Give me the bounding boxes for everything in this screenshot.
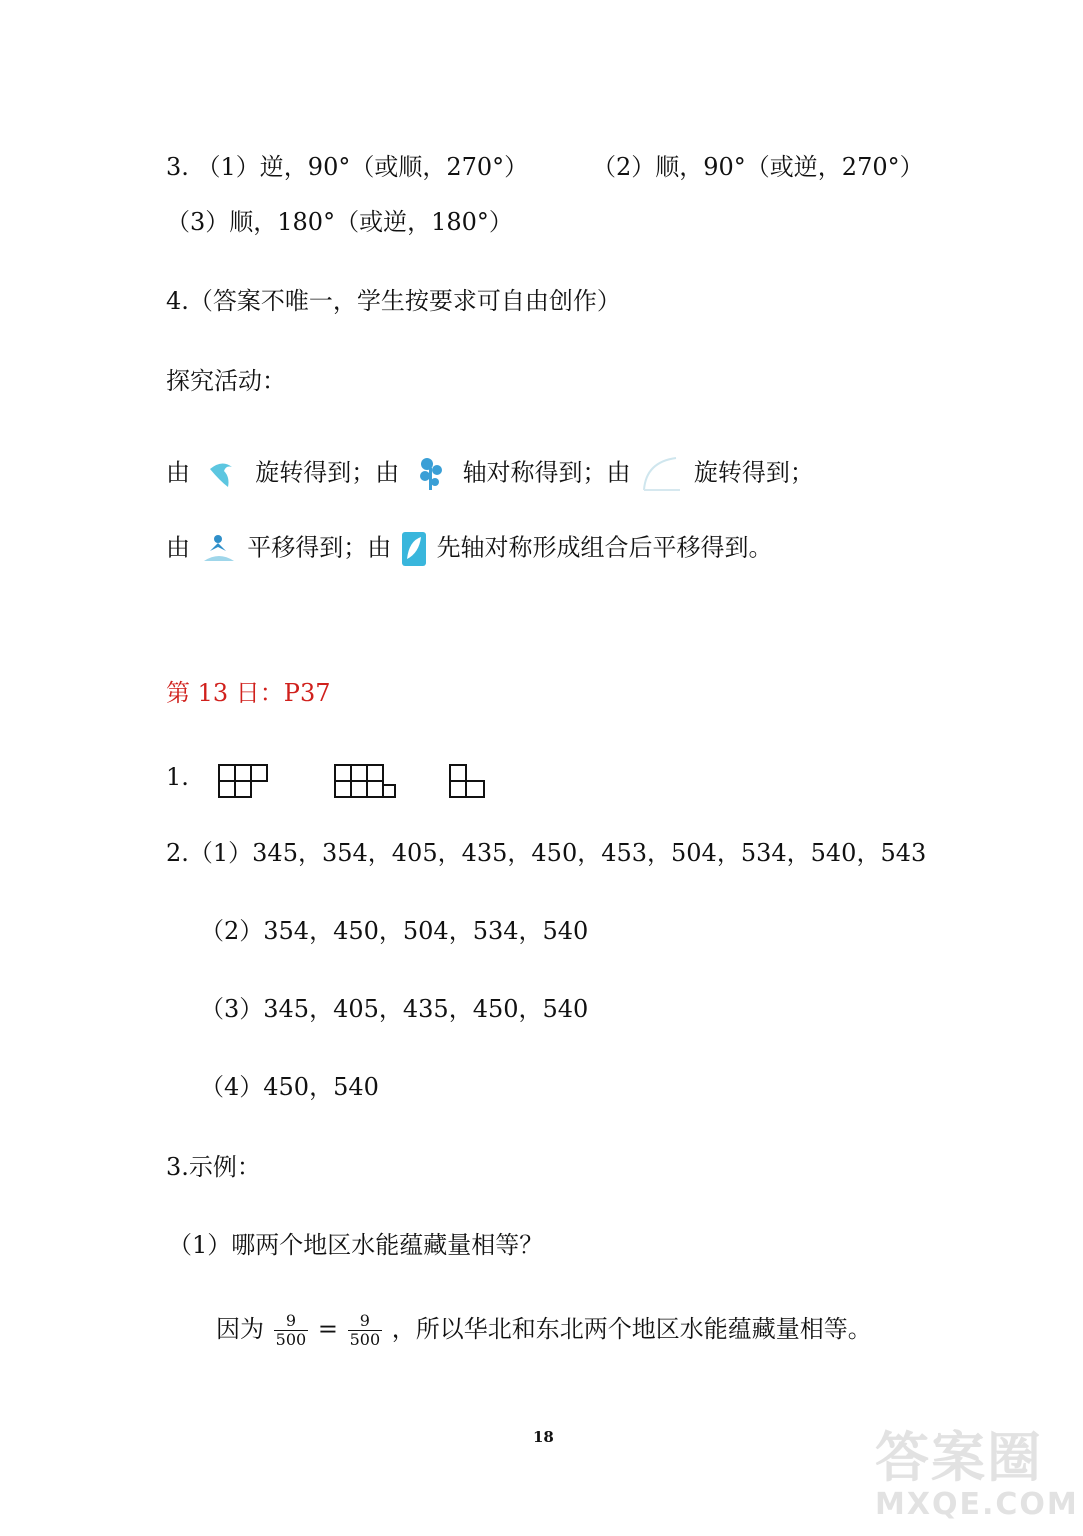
fraction-right	[348, 1312, 383, 1349]
watermark	[875, 1426, 1079, 1528]
grid-figure-3	[449, 764, 487, 798]
explore-text: 轴对称得到；由	[462, 458, 631, 487]
p37-q2-part2: （2）354，450，504，534，540	[200, 917, 589, 945]
wave-shape-icon	[206, 457, 240, 491]
arc-shape-icon	[642, 456, 682, 492]
p37-q2-part1: 2.（1）345，354，405，435，450，453，504，534，540，543	[166, 839, 927, 867]
p37-q1-label: 1.	[166, 763, 189, 791]
explore-text: 旋转得到；由	[255, 458, 400, 487]
watermark-logo-text: 答案圈	[875, 1426, 1043, 1489]
q3-line1-part2: （2）顺，90°（或逆，270°）	[592, 153, 924, 181]
answer-text: ，所以华北和东北两个地区水能蕴藏量相等。	[391, 1315, 872, 1343]
answer-text: 因为	[216, 1315, 264, 1343]
fraction-denominator: 500	[349, 1330, 381, 1349]
explore-text: 由	[166, 533, 190, 562]
p37-q3-label: 3.示例：	[166, 1153, 261, 1181]
fraction-numerator: 9	[274, 1312, 309, 1331]
explore-text: 平移得到；由	[247, 533, 392, 562]
q3-line2: （3）顺，180°（或逆，180°）	[166, 208, 513, 236]
explore-line1	[166, 454, 814, 494]
leaf-shape-icon	[401, 531, 427, 567]
fraction-numerator: 9	[348, 1312, 383, 1331]
equals-sign: =	[317, 1315, 338, 1343]
explore-title: 探究活动：	[166, 367, 286, 395]
p37-q2-part4: （4）450，540	[200, 1073, 379, 1101]
fraction-denominator: 500	[275, 1330, 307, 1349]
day13-heading: 第 13 日：P37	[166, 679, 331, 707]
explore-text: 由	[166, 458, 190, 487]
grid-figure-1	[218, 764, 270, 798]
explore-text: 旋转得到；	[693, 458, 814, 487]
fraction-left	[274, 1312, 309, 1349]
q4-answer: 4.（答案不唯一，学生按要求可自由创作）	[166, 287, 621, 315]
q3-line1-part1: 3. （1）逆，90°（或顺，270°）	[166, 153, 529, 181]
explore-text: 先轴对称形成组合后平移得到。	[436, 533, 773, 562]
p37-q3-question1: （1）哪两个地区水能蕴藏量相等？	[168, 1231, 544, 1259]
page-number: 18	[533, 1428, 554, 1446]
flower-shape-icon	[415, 454, 447, 494]
explore-line2	[166, 531, 773, 567]
p37-q2-part3: （3）345，405，435，450，540	[200, 995, 589, 1023]
grid-figure-2	[334, 764, 396, 798]
watermark-url: MXQE.COM	[875, 1487, 1079, 1522]
figure-shape-icon	[202, 533, 236, 565]
p37-q3-answer1	[216, 1312, 872, 1349]
